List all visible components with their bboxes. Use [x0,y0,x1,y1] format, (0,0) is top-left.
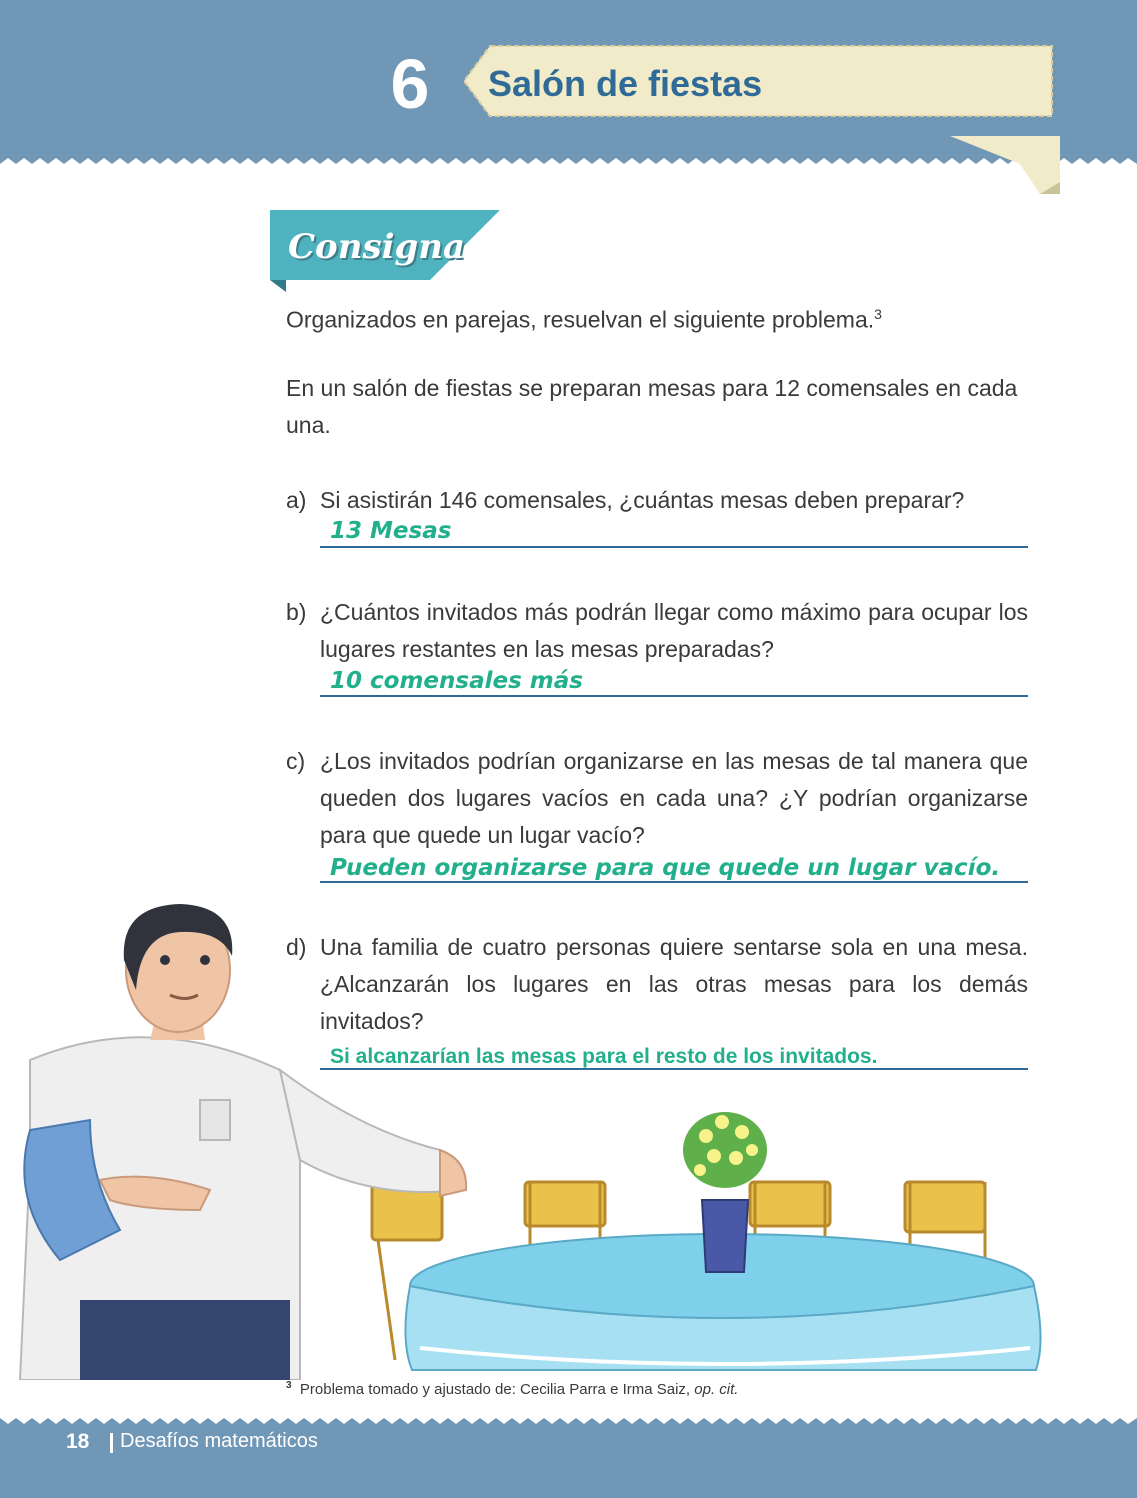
answer-a-line[interactable] [320,546,1028,548]
book-title: Desafíos matemáticos [120,1430,318,1452]
page-number: 18 [66,1430,90,1453]
question-a-letter: a) [286,487,307,513]
footer-band [0,1412,1137,1498]
answer-d-line[interactable] [320,1068,1028,1070]
answer-b: 10 comensales más [330,668,583,694]
question-c-letter: c) [286,748,306,774]
instruction-text: Organizados en parejas, resuelvan el siguiente problema.$^3$ [286,306,882,333]
consigna-label: Consigna [288,227,466,267]
question-b-letter: b) [286,599,307,625]
footnote [286,1380,738,1398]
answer-c: Pueden organizarse para que quede un lugar vacío. [330,855,1001,881]
question-b-text: ¿Cuántos invitados más podrán llegar como máximo para ocupar los lugares restantes en las mesas preparadas? [320,599,1028,662]
question-d-text: Una familia de cuatro personas quiere sentarse sola en una mesa. ¿Alcanzarán los lugares en las otras mesas para los demás invitados? [320,934,1028,1034]
footnote-text: Problema tomado y ajustado de: Cecilia Parra e Irma Saiz, [299,1381,695,1398]
footer-divider [110,1433,113,1453]
question-a-text: Si asistirán 146 comensales, ¿cuántas mesas deben preparar? [320,487,965,513]
footnote-cite: op. cit. [694,1381,739,1398]
footnote-ref: 3 [874,306,882,322]
footnote-marker: 3 [286,1380,292,1391]
answer-b-line[interactable] [320,695,1028,697]
answer-c-line[interactable] [320,881,1028,883]
footer-zigzag-edge [0,1410,1137,1424]
problem-statement: En un salón de fiestas se preparan mesas para 12 comensales en cada una. [286,375,1018,438]
answer-d: Si alcanzarían las mesas para el resto de los invitados. [330,1045,878,1068]
lesson-number: 6 [390,45,430,123]
page-title: Salón de fiestas [488,63,763,104]
question-c-text: ¿Los invitados podrían organizarse en las mesas de tal manera que queden dos lugares vacíos en cada una? ¿Y podrían organizarse para que quede un lugar vacío? [320,748,1028,848]
answer-a: 13 Mesas [330,518,452,544]
question-d-letter: d) [286,934,307,960]
